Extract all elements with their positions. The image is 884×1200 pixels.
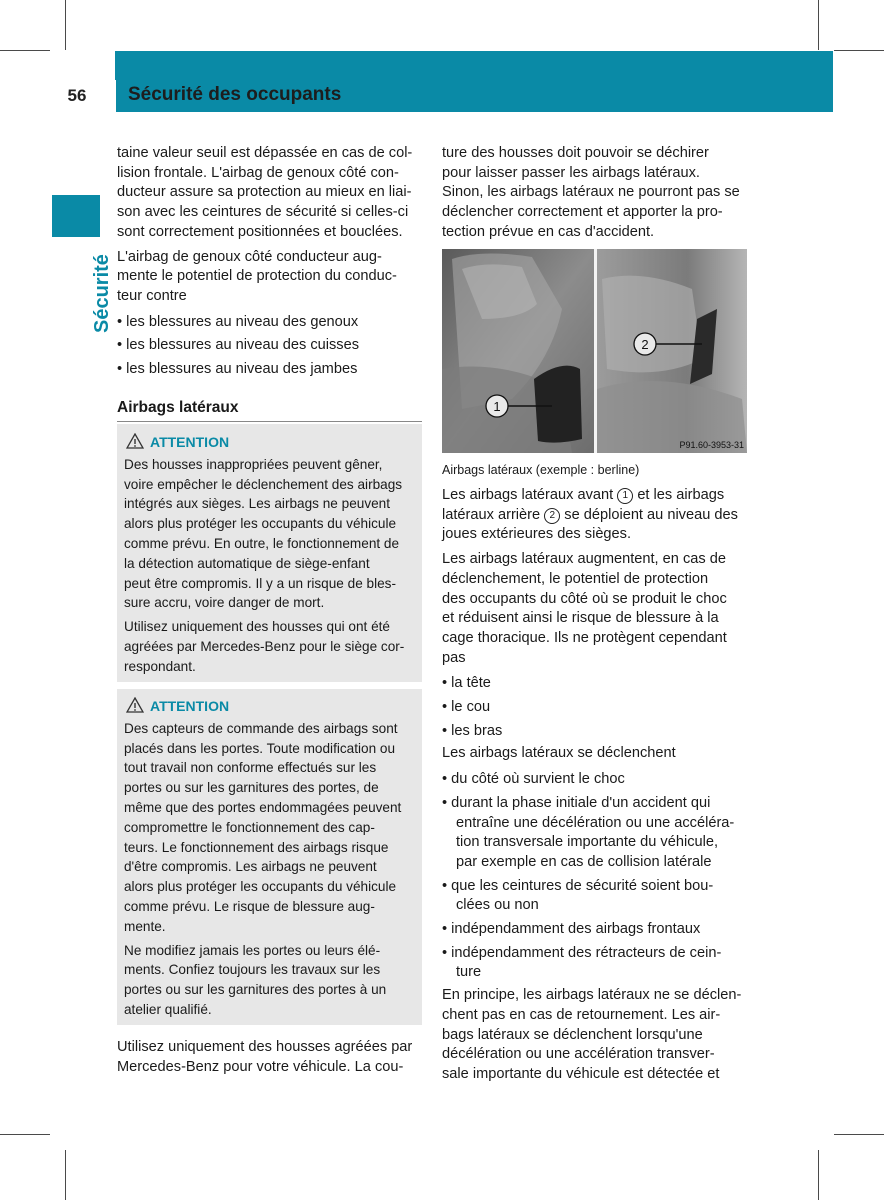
crop-mark <box>0 50 50 51</box>
airbag-illustration <box>442 249 747 453</box>
list-item: • indépendamment des rétracteurs de cein- ture <box>442 944 722 981</box>
list-item: • que les ceintures de sécurité soient bou- clées ou non <box>442 877 714 914</box>
crop-mark <box>834 1134 884 1135</box>
paragraph: taine valeur seuil est dépassée en cas de col- lision frontale. L'airbag de genoux côté con- ducteur assure sa protection au mieux en liai- son avec les ceintures de sécurité si celles-ci sont correctement positionnées et bouclées. <box>117 145 413 240</box>
warning-triangle-icon <box>126 433 144 449</box>
warning-header <box>126 433 419 453</box>
list-item: • durant la phase initiale d'un accident qui entraîne une décélération ou une accéléra- tion transversale importante du véhicule, par exemple en cas de collision latérale <box>442 794 735 870</box>
callout-1-icon: 1 <box>617 488 633 504</box>
list-item: • les blessures au niveau des cuisses <box>117 337 359 354</box>
paragraph: Les airbags latéraux avant 1 et les airbags latéraux arrière 2 se déploient au niveau des joues extérieures des sièges. <box>442 487 738 543</box>
warning-text: Ne modifiez jamais les portes ou leurs élé- ments. Confiez toujours les travaux sur les portes ou sur les garnitures des portes à un atelier qualifié. <box>124 942 387 1017</box>
list-item: • la tête <box>442 675 491 692</box>
paragraph: Les airbags latéraux augmentent, en cas de déclenchement, le potentiel de protection des occupants du côté où se produit le choc et réduisent ainsi le risque de blessure à la cage thoracique. Ils ne protègent cependant pas <box>442 551 727 666</box>
paragraph: ture des housses doit pouvoir se déchirer pour laisser passer les airbags latéraux. Sinon, les airbags latéraux ne pourront pas se déclencher correctement et apporter la pro- tection prévue en cas d'accident. <box>442 145 740 240</box>
crop-mark <box>818 0 819 50</box>
page-number: 56 <box>67 86 87 105</box>
crop-mark <box>834 50 884 51</box>
side-tab <box>58 243 113 343</box>
crop-mark <box>0 1134 50 1135</box>
callout-2-icon: 2 <box>544 508 560 524</box>
warning-box <box>117 424 422 682</box>
side-tab-label: Sécurité <box>91 254 113 333</box>
warning-content <box>124 697 419 1020</box>
warning-title: ATTENTION <box>150 698 230 714</box>
warning-title: ATTENTION <box>150 434 230 450</box>
crop-mark <box>65 1150 66 1200</box>
warning-box <box>117 689 422 1025</box>
paragraph: L'airbag de genoux côté conducteur aug- mente le potentiel de protection du conduc- teur contre <box>117 248 397 304</box>
list-item: • les bras <box>442 722 503 739</box>
list-item: • le cou <box>442 699 491 716</box>
left-column-bottom <box>117 1038 427 1077</box>
right-column-top <box>442 144 752 243</box>
header-separator <box>115 80 116 112</box>
paragraph: Utilisez uniquement des housses agréées par Mercedes-Benz pour votre véhicule. La cou- <box>117 1039 413 1075</box>
seat-photo <box>442 249 747 453</box>
section-heading: Airbags latéraux <box>117 399 422 422</box>
right-column-body <box>442 486 752 1085</box>
warning-text: Utilisez uniquement des housses qui ont été agréées par Mercedes-Benz pour le siège cor- respondant. <box>124 619 405 674</box>
callout-1-label: 1 <box>493 399 501 414</box>
crop-mark <box>818 1150 819 1200</box>
figure-code: P91.60-3953-31 <box>679 440 744 450</box>
warning-text: Des housses inappropriées peuvent gêner, voire empêcher le déclenchement des airbags intégrés aux sièges. Les airbags ne peuvent alors plus protéger les occupants du véhicule comme prévu. En outre, le fonctionnement de la détection automatique de siège-enfant peut être compromis. Il y a un risque de bles- sure accru, voire danger de mort. <box>124 456 403 611</box>
warning-content <box>124 433 419 677</box>
paragraph: Les airbags latéraux se déclenchent <box>442 745 676 762</box>
list-item: • du côté où survient le choc <box>442 771 625 788</box>
page-title: Sécurité des occupants <box>128 84 342 105</box>
side-tab-marker <box>52 195 100 237</box>
warning-header <box>126 697 419 717</box>
list-item: • les blessures au niveau des jambes <box>117 361 358 378</box>
figure-caption: Airbags latéraux (exemple : berline) <box>442 463 640 477</box>
list-item: • indépendamment des airbags frontaux <box>442 921 701 938</box>
warning-text: Des capteurs de commande des airbags sont placés dans les portes. Toute modification ou tout travail non conforme effectués sur les portes ou sur les garnitures des portes, de même que des portes endommagées peuvent compromettre le fonctionnement des cap- teurs. Le fonctionnement des airbags risque d'être compromis. Les airbags ne peuvent alors plus protéger les occupants du véhicule comme prévu. Le risque de blessure aug- mente. <box>124 720 402 934</box>
callout-2-label: 2 <box>641 337 649 352</box>
left-column <box>117 144 427 380</box>
list-item: • les blessures au niveau des genoux <box>117 313 359 330</box>
warning-triangle-icon <box>126 697 144 713</box>
paragraph: En principe, les airbags latéraux ne se déclen- chent pas en cas de retournement. Les air- bags latéraux se déclenchent lorsqu'une décélération ou une accélération transver- sale importante du véhicule est détectée et <box>442 987 742 1082</box>
crop-mark <box>65 0 66 50</box>
